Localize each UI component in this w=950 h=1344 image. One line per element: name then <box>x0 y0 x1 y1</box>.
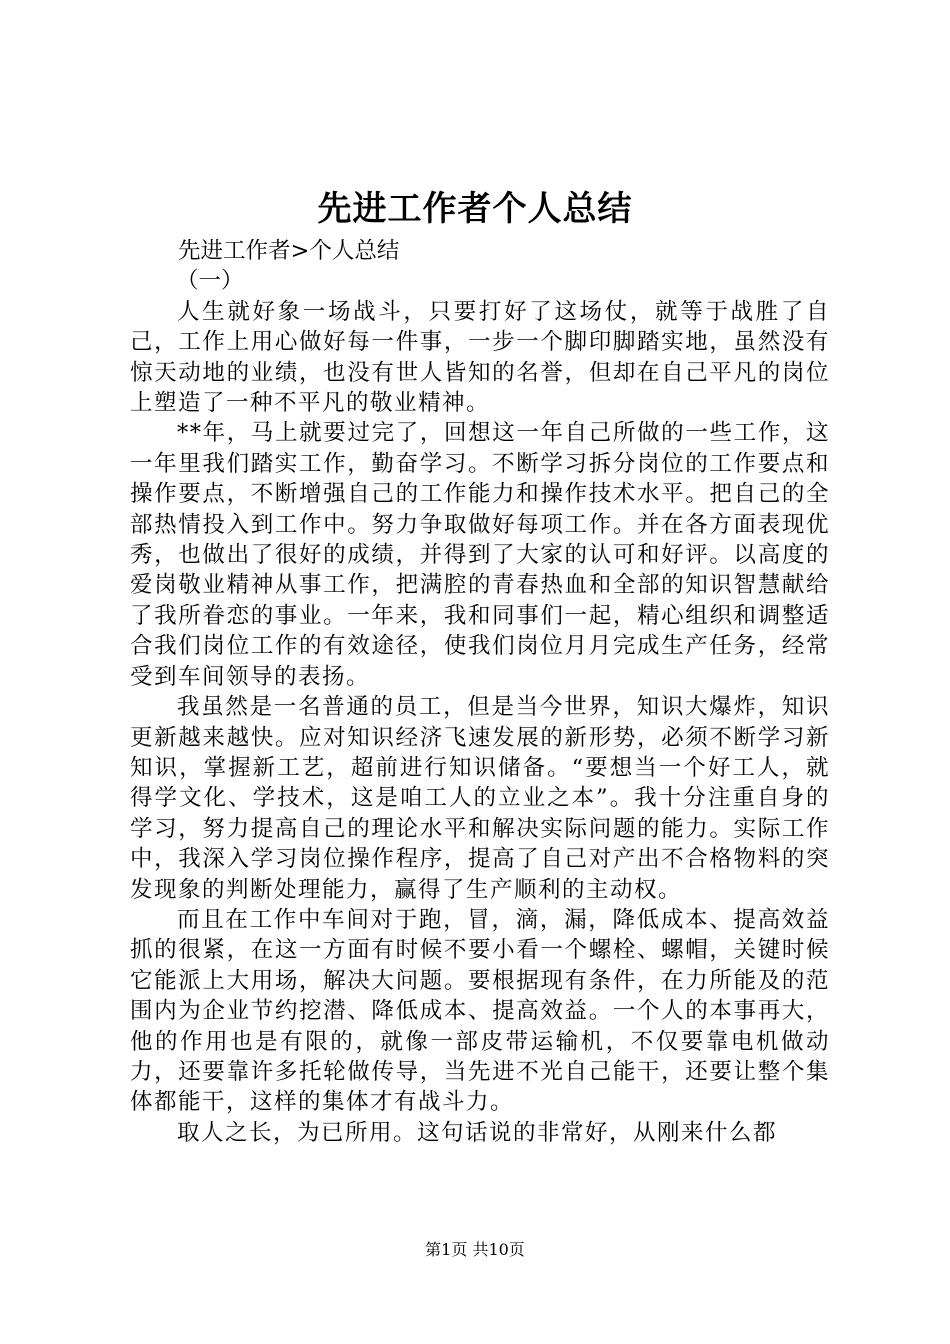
paragraph: **年，马上就要过完了，回想这一年自己所做的一些工作，这一年里我们踏实工作，勤奋学习。不断学习拆分岗位的工作要点和操作要点，不断增强自己的工作能力和操作技术水平。把自己的全部热情投入到工作中。努力争取做好每项工作。并在各方面表现优秀，也做出了很好的成绩，并得到了大家的认可和好评。以高度的爱岗敬业精神从事工作，把满腔的青春热血和全部的知识智慧献给了我所眷恋的事业。一年来，我和同事们一起，精心组织和调整适合我们岗位工作的有效途径，使我们岗位月月完成生产任务，经常受到车间领导的表扬。 <box>130 420 830 690</box>
document-body <box>130 236 830 1148</box>
page-number-footer: 第1页 共10页 <box>425 1240 525 1259</box>
subtitle-line: 先进工作者>个人总结 <box>178 238 400 264</box>
section-heading: （一） <box>176 268 244 295</box>
paragraph: 取人之长，为已所用。这句话说的非常好，从刚来什么都 <box>177 1119 778 1146</box>
document-title: 先进工作者个人总结 <box>317 189 633 229</box>
paragraph: 我虽然是一名普通的员工，但是当今世界，知识大爆炸，知识更新越来越快。应对知识经济飞速发展的新形势，必须不断学习新知识，掌握新工艺，超前进行知识储备。“要想当一个好工人，就得学文化、学技术，这是咱工人的立业之本”。我十分注重自身的学习，努力提高自己的理论水平和解决实际问题的能力。实际工作中，我深入学习岗位操作程序，提高了自己对产出不合格物料的突发现象的判断处理能力，赢得了生产顺利的主动权。 <box>130 694 830 903</box>
paragraph: 人生就好象一场战斗，只要打好了这场仗，就等于战胜了自己，工作上用心做好每一件事，一步一个脚印脚踏实地，虽然没有惊天动地的业绩，也没有世人皆知的名誉，但却在自己平凡的岗位上塑造了一种不平凡的敬业精神。 <box>130 298 830 417</box>
paragraph: 而且在工作中车间对于跑，冒，滴，漏，降低成本、提高效益抓的很紧，在这一方面有时候不要小看一个螺栓、螺帽，关键时候它能派上大用场，解决大问题。要根据现有条件，在力所能及的范围内为企业节约挖潜、降低成本、提高效益。一个人的本事再大，他的作用也是有限的，就像一部皮带运输机，不仅要靠电机做动力，还要靠许多托轮做传导，当先进不光自己能干，还要让整个集体都能干，这样的集体才有战斗力。 <box>130 906 830 1116</box>
